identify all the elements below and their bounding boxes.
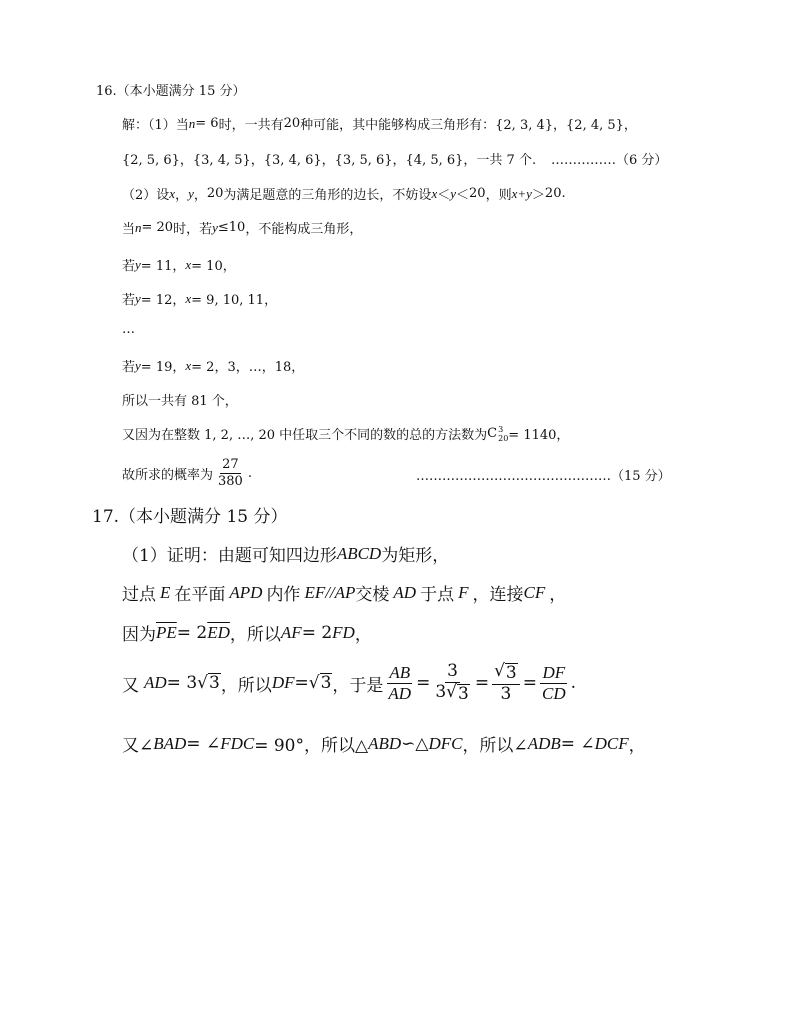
q17-line-5 <box>122 731 646 756</box>
numerator: AB <box>389 662 411 682</box>
var-n: n <box>135 219 142 235</box>
vector-pe: $\overline{PE}$ <box>156 622 177 642</box>
text: 若 <box>122 360 136 375</box>
numerator <box>492 663 520 685</box>
text: ，所以 <box>229 625 281 645</box>
text: = <box>294 673 309 694</box>
text: ， <box>193 188 207 203</box>
text: 20 <box>206 186 224 201</box>
text: 20 <box>544 186 562 201</box>
text: ，所以∠ <box>462 736 528 756</box>
combination-symbol <box>487 425 508 443</box>
text: ，则 <box>485 188 512 203</box>
var-n: n <box>188 115 196 131</box>
text: = ∠ <box>186 733 221 754</box>
text: = 1140， <box>508 428 570 443</box>
numerator: DF <box>542 662 566 682</box>
coef: 3 <box>435 681 447 702</box>
text: 因为 <box>122 625 156 645</box>
text: 又 <box>122 675 139 696</box>
q17-header <box>92 502 287 527</box>
q16-header <box>96 80 245 99</box>
comb-letter: C <box>487 426 498 441</box>
q16-line-5 <box>122 255 236 274</box>
var-y: y <box>212 219 218 235</box>
score-text: ……………（6 分） <box>551 153 668 168</box>
angle-dcf: DCF <box>594 733 629 753</box>
triangle-abd: ABD <box>368 733 402 753</box>
q16-line-11 <box>122 458 252 488</box>
var-y: y <box>135 357 141 373</box>
text: ，所以 <box>220 675 272 696</box>
text: = 20 <box>141 220 174 235</box>
numerator: 3 <box>447 661 458 681</box>
q16-line-8 <box>122 356 304 375</box>
q16-line-4 <box>122 218 362 237</box>
text: 当 <box>122 222 136 237</box>
var-e: E <box>160 582 171 602</box>
q16-line-10 <box>122 424 569 443</box>
text: （1）证明：由题可知四边形 <box>122 546 337 566</box>
text: 时，若 <box>173 222 213 237</box>
ellipsis: … <box>122 322 135 337</box>
text: ∽△ <box>401 733 429 754</box>
radicand: 3 <box>208 673 220 694</box>
q16-line-2 <box>122 149 536 168</box>
text: = 2，3，…，18， <box>191 360 305 375</box>
angle-adb: ADB <box>527 733 561 753</box>
q16-line-9 <box>122 390 238 409</box>
comb-scripts <box>498 425 508 443</box>
radicand: 3 <box>505 663 517 683</box>
fraction-3-over-3sqrt3 <box>433 663 472 704</box>
text: 内作 <box>266 585 301 605</box>
var-f: F <box>458 582 469 602</box>
var-y: y <box>135 290 141 306</box>
denominator: CD <box>542 683 566 703</box>
fraction-ab-ad <box>386 664 413 703</box>
var-ad: AD <box>144 673 167 693</box>
text: = 10， <box>191 259 236 274</box>
q16-line-7 <box>122 322 135 337</box>
angle-fdc: FDC <box>220 733 255 753</box>
q16-line-3 <box>122 184 566 203</box>
text: 20 <box>469 186 486 201</box>
var-x: x <box>185 290 192 306</box>
text: 若 <box>122 259 136 274</box>
text: 故所求的概率为 <box>122 467 214 483</box>
sqrt-3: √ 3 <box>446 681 469 704</box>
q17-line-2 <box>122 580 566 605</box>
text: = 90°，所以△ <box>254 736 369 756</box>
text: = 2 <box>301 622 333 643</box>
denominator: 3 <box>500 683 512 704</box>
denominator <box>433 683 472 704</box>
var-df: DF <box>271 673 295 693</box>
comb-sub: 20 <box>498 433 509 443</box>
text: 种可能，其中能够构成三角形有：{2, 3, 4}，{2, 4, 5}， <box>300 118 637 133</box>
text: ， <box>175 188 189 203</box>
text: ， <box>628 736 646 756</box>
q17-header-text: 17.（本小题满分 15 分） <box>92 507 288 527</box>
text: 交棱 <box>355 585 390 605</box>
text: ，不能构成三角形， <box>245 222 363 237</box>
q17-line-4 <box>122 663 576 704</box>
text: = 12， <box>140 293 186 308</box>
text: ＜ <box>456 188 470 203</box>
text: {2, 5, 6}，{3, 4, 5}，{3, 4, 6}，{3, 5, 6}，{4, 5, 6}，一共 7 个. <box>122 153 537 168</box>
score-text: ………………………………………（15 分） <box>416 469 671 484</box>
var-af: AF <box>280 622 302 642</box>
text: . <box>247 465 252 481</box>
var-x: x <box>431 185 438 201</box>
radicand: 3 <box>320 673 332 694</box>
text: = 9, 10, 11， <box>191 293 278 308</box>
triangle-dfc: DFC <box>428 733 463 753</box>
var-x: x <box>185 357 192 373</box>
text: = 11， <box>140 259 186 274</box>
text: = 2 <box>176 622 208 643</box>
q16-score-1 <box>551 149 667 168</box>
text: 又∠ <box>122 736 154 756</box>
var-fd: FD <box>332 622 355 642</box>
var-x: x <box>169 185 176 201</box>
text: ≤10 <box>217 220 246 235</box>
expr-x-plus-y: x+y <box>511 185 532 201</box>
q17-line-3 <box>122 620 372 645</box>
q16-line-1 <box>122 114 637 133</box>
var-x: x <box>185 256 192 272</box>
text: 若 <box>122 293 136 308</box>
text: 为满足题意的三角形的边长，不妨设 <box>223 188 432 203</box>
text: 时，一共有 <box>218 118 284 133</box>
sqrt-3: √ 3 <box>308 673 332 694</box>
text: ，于是 <box>332 675 384 696</box>
denominator: 380 <box>218 473 243 489</box>
var-y: y <box>135 256 141 272</box>
text: 解：（1）当 <box>122 118 189 133</box>
text: ＜ <box>437 188 451 203</box>
text: 又因为在整数 1, 2, …, 20 中任取三个不同的数的总的方法数为 <box>122 428 488 443</box>
text: 所以一共有 81 个， <box>122 394 238 409</box>
text: = 3 <box>166 673 198 694</box>
var-apd: APD <box>229 582 263 602</box>
equals: = <box>416 673 431 694</box>
text: ， <box>354 625 372 645</box>
text: （2）设 <box>122 188 170 203</box>
var-y: y <box>450 185 457 201</box>
fraction-sqrt3-over-3 <box>492 663 520 704</box>
text: 20 <box>283 116 301 131</box>
numerator: 27 <box>222 457 239 472</box>
text: . <box>570 673 577 694</box>
radicand: 3 <box>458 683 469 704</box>
q16-score-2 <box>416 465 671 484</box>
text: ＞ <box>531 188 545 203</box>
text: ， <box>549 585 567 605</box>
text: 在平面 <box>174 585 226 605</box>
fraction-df-cd <box>540 664 568 703</box>
var-abcd: ABCD <box>336 543 382 563</box>
equals: = <box>522 673 537 694</box>
text: = 19， <box>140 360 186 375</box>
fraction <box>216 458 245 488</box>
angle-bad: BAD <box>153 733 187 753</box>
q16-header-text: 16.（本小题满分 15 分） <box>96 84 246 99</box>
equals: = <box>474 673 490 694</box>
var-cf: CF <box>523 582 546 602</box>
sqrt-3: √ 3 <box>197 673 220 694</box>
text: 于点 <box>420 585 455 605</box>
text: = ∠ <box>560 733 595 754</box>
q16-line-6 <box>122 289 277 308</box>
var-ad: AD <box>393 582 417 602</box>
denominator: AD <box>388 683 412 703</box>
text: 过点 <box>122 585 156 605</box>
comb-sup: 3 <box>498 424 504 434</box>
sqrt-3: √ 3 <box>494 661 517 683</box>
var-y: y <box>188 185 194 201</box>
text: = 6 <box>195 116 219 131</box>
expr-ef-parallel-ap: EF//AP <box>304 582 356 602</box>
q17-line-1 <box>122 541 449 566</box>
text: 为矩形， <box>381 546 450 566</box>
vector-ed: $\overline{ED}$ <box>207 622 230 642</box>
text: . <box>561 186 566 201</box>
text: ，连接 <box>472 585 524 605</box>
